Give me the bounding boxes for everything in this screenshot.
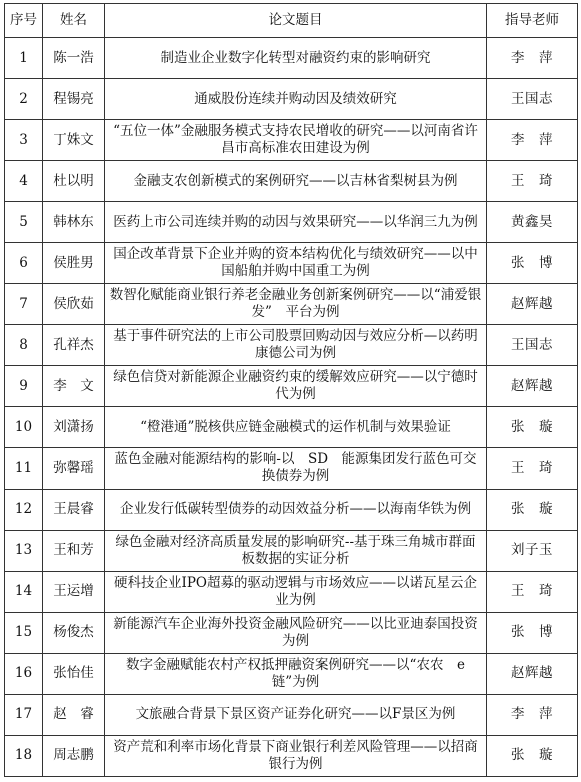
row-name: 赵 睿 <box>43 694 105 735</box>
header-no: 序号 <box>5 4 43 38</box>
row-title: 医药上市公司连续并购的动因与效果研究——以华润三九为例 <box>105 202 487 243</box>
table-row <box>5 202 578 243</box>
row-title: 金融支农创新模式的案例研究——以吉林省梨树县为例 <box>105 161 487 202</box>
row-title: 蓝色金融对能源结构的影响-以 SD 能源集团发行蓝色可交换债券为例 <box>105 448 487 489</box>
table-row <box>5 612 578 653</box>
row-advisor: 张 璇 <box>487 489 578 530</box>
table-row <box>5 653 578 694</box>
table-row <box>5 79 578 120</box>
row-title: 硬科技企业IPO超募的驱动逻辑与市场效应——以诺瓦星云企业为例 <box>105 571 487 612</box>
row-title: 通威股份连续并购动因及绩效研究 <box>105 79 487 120</box>
table-row <box>5 366 578 407</box>
row-no: 13 <box>5 530 43 571</box>
row-advisor: 李 萍 <box>487 694 578 735</box>
table-row <box>5 735 578 776</box>
row-advisor: 赵辉越 <box>487 366 578 407</box>
row-title: 企业发行低碳转型债券的动因效益分析——以海南华铁为例 <box>105 489 487 530</box>
row-name: 丁姝文 <box>43 120 105 161</box>
header-advisor: 指导老师 <box>487 4 578 38</box>
table-row <box>5 161 578 202</box>
row-no: 1 <box>5 38 43 79</box>
row-name: 陈一浩 <box>43 38 105 79</box>
row-name: 杜以明 <box>43 161 105 202</box>
row-title: 资产荒和利率市场化背景下商业银行利差风险管理——以招商银行为例 <box>105 735 487 776</box>
row-no: 16 <box>5 653 43 694</box>
row-no: 3 <box>5 120 43 161</box>
row-name: 李 文 <box>43 366 105 407</box>
table-header-row <box>5 4 578 38</box>
row-no: 17 <box>5 694 43 735</box>
row-advisor: 李 萍 <box>487 120 578 161</box>
row-name: 侯欣茹 <box>43 284 105 325</box>
row-advisor: 张 博 <box>487 612 578 653</box>
row-name: 周志鹏 <box>43 735 105 776</box>
row-no: 11 <box>5 448 43 489</box>
table-row <box>5 243 578 284</box>
row-no: 15 <box>5 612 43 653</box>
row-no: 6 <box>5 243 43 284</box>
table-row <box>5 694 578 735</box>
row-advisor: 王国志 <box>487 325 578 366</box>
row-no: 8 <box>5 325 43 366</box>
row-name: 刘潇扬 <box>43 407 105 448</box>
table-row <box>5 120 578 161</box>
row-advisor: 张 璇 <box>487 407 578 448</box>
table-row <box>5 407 578 448</box>
row-advisor: 张 博 <box>487 243 578 284</box>
row-name: 王晨睿 <box>43 489 105 530</box>
row-advisor: 王 琦 <box>487 571 578 612</box>
row-name: 张怡佳 <box>43 653 105 694</box>
row-advisor: 张 璇 <box>487 735 578 776</box>
row-advisor: 王 琦 <box>487 161 578 202</box>
row-title: 国企改革背景下企业并购的资本结构优化与绩效研究——以中国船舶并购中国重工为例 <box>105 243 487 284</box>
row-title: 绿色信贷对新能源企业融资约束的缓解效应研究——以宁德时代为例 <box>105 366 487 407</box>
table-row <box>5 530 578 571</box>
table-row <box>5 325 578 366</box>
header-name: 姓名 <box>43 4 105 38</box>
row-no: 9 <box>5 366 43 407</box>
row-title: 绿色金融对经济高质量发展的影响研究--基于珠三角城市群面板数据的实证分析 <box>105 530 487 571</box>
row-name: 弥馨瑶 <box>43 448 105 489</box>
row-title: 基于事件研究法的上市公司股票回购动因与效应分析—以药明康德公司为例 <box>105 325 487 366</box>
row-name: 王运增 <box>43 571 105 612</box>
row-name: 韩林东 <box>43 202 105 243</box>
thesis-table <box>4 3 578 777</box>
row-no: 14 <box>5 571 43 612</box>
row-title: 制造业企业数字化转型对融资约束的影响研究 <box>105 38 487 79</box>
row-advisor: 刘子玉 <box>487 530 578 571</box>
row-no: 18 <box>5 735 43 776</box>
row-no: 4 <box>5 161 43 202</box>
table-row <box>5 448 578 489</box>
row-title: 数字金融赋能农村产权抵押融资案例研究——以“农农 e 链”为例 <box>105 653 487 694</box>
row-title: “橙港通”脱核供应链金融模式的运作机制与效果验证 <box>105 407 487 448</box>
row-no: 2 <box>5 79 43 120</box>
row-advisor: 李 萍 <box>487 38 578 79</box>
row-no: 10 <box>5 407 43 448</box>
row-advisor: 王 琦 <box>487 448 578 489</box>
row-name: 孔祥杰 <box>43 325 105 366</box>
row-name: 杨俊杰 <box>43 612 105 653</box>
header-title: 论文题目 <box>105 4 487 38</box>
row-name: 王和芳 <box>43 530 105 571</box>
row-title: 文旅融合背景下景区资产证券化研究——以F景区为例 <box>105 694 487 735</box>
table-row <box>5 284 578 325</box>
table-row <box>5 571 578 612</box>
row-no: 5 <box>5 202 43 243</box>
row-advisor: 黄鑫昊 <box>487 202 578 243</box>
row-advisor: 赵辉越 <box>487 284 578 325</box>
row-title: 新能源汽车企业海外投资金融风险研究——以比亚迪泰国投资为例 <box>105 612 487 653</box>
row-title: “五位一体”金融服务模式支持农民增收的研究——以河南省许昌市高标准农田建设为例 <box>105 120 487 161</box>
table-row <box>5 489 578 530</box>
row-name: 侯胜男 <box>43 243 105 284</box>
row-no: 7 <box>5 284 43 325</box>
row-name: 程锡亮 <box>43 79 105 120</box>
row-no: 12 <box>5 489 43 530</box>
row-title: 数智化赋能商业银行养老金融业务创新案例研究——以“浦爱银发” 平台为例 <box>105 284 487 325</box>
row-advisor: 赵辉越 <box>487 653 578 694</box>
row-advisor: 王国志 <box>487 79 578 120</box>
table-row <box>5 38 578 79</box>
